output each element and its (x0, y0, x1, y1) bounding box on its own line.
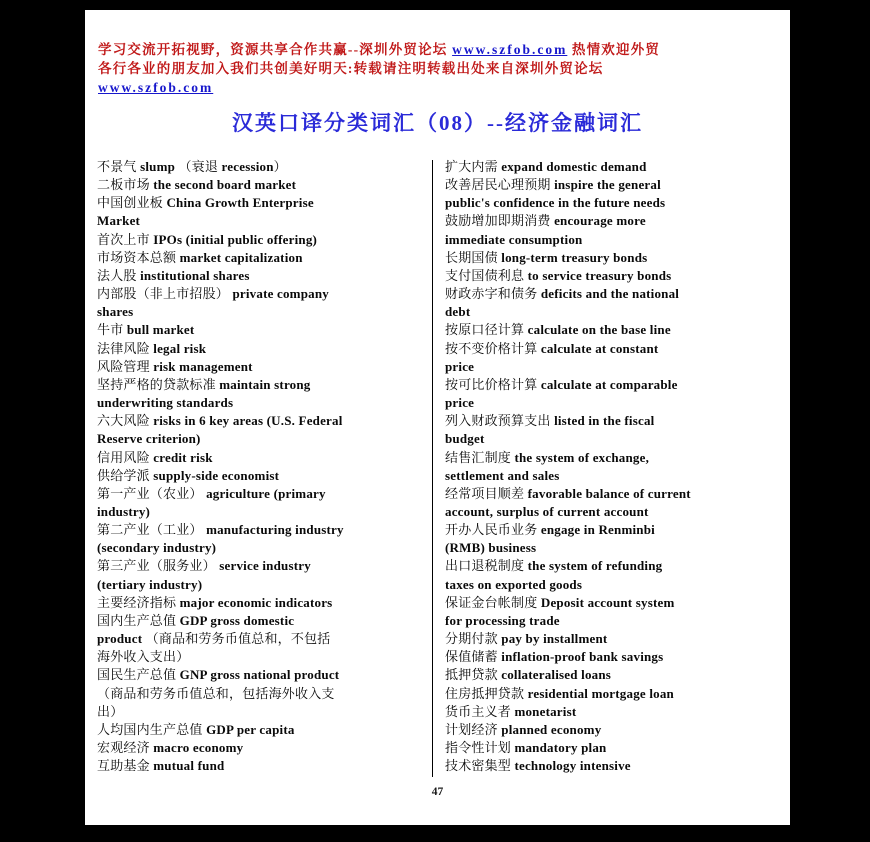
vocab-line: 第三产业（服务业） service industry (97, 558, 311, 574)
vocab-line: 宏观经济 macro economy (97, 740, 244, 755)
vocab-line: (RMB) business (445, 540, 537, 556)
vocab-line: price (445, 358, 475, 374)
vocab-line: 出） (97, 703, 124, 719)
header-line-1-text: 学习交流开拓视野，资源共享合作共赢--深圳外贸论坛 (98, 42, 453, 57)
vocab-line: price (445, 395, 475, 411)
page-title: 汉英口译分类词汇（08）--经济金融词汇 (232, 111, 643, 135)
vocab-line: 分期付款 pay by installment (445, 631, 608, 647)
vocab-line: 信用风险 credit risk (97, 449, 213, 465)
forum-url-link-2[interactable]: www.szfob.com (98, 80, 214, 95)
vocab-line: Reserve criterion) (97, 431, 201, 447)
vocab-line: immediate consumption (445, 231, 583, 247)
vocab-line: 海外收入支出） (97, 649, 190, 665)
document-page (85, 10, 790, 825)
header-line-1-tail: 热情欢迎外贸 (567, 42, 661, 57)
vocab-line: 鼓励增加即期消费 encourage more (445, 213, 646, 229)
vocab-line: product （商品和劳务币值总和，不包括 (97, 631, 331, 647)
vocab-line: 国内生产总值 GDP gross domestic (97, 612, 295, 628)
vocab-line: 中国创业板 China Growth Enterprise (97, 195, 314, 211)
vocab-line: 人均国内生产总值 GDP per capita (97, 721, 295, 737)
vocab-line: 长期国债 long-term treasury bonds (445, 249, 648, 265)
vocab-line: 坚持严格的贷款标准 maintain strong (97, 376, 311, 392)
vocab-line: 列入财政预算支出 listed in the fiscal (445, 413, 655, 429)
vocab-line: 扩大内需 expand domestic demand (445, 159, 647, 174)
vocab-line: shares (97, 304, 134, 320)
header-line-3 (98, 78, 780, 97)
vocab-line: 国民生产总值 GNP gross national product (97, 667, 340, 683)
vocab-line: 货币主义者 monetarist (445, 703, 577, 719)
vocab-line: 经常项目顺差 favorable balance of current (445, 485, 691, 501)
vocab-line: 互助基金 mutual fund (97, 758, 225, 774)
vocab-line: 支付国债利息 to service treasury bonds (445, 267, 672, 283)
vocab-line: 保值储蓄 inflation-proof bank savings (445, 649, 664, 665)
page-number: 47 (431, 786, 444, 798)
vocab-line: industry) (97, 503, 151, 519)
vocab-line: 住房抵押贷款 residential mortgage loan (445, 685, 674, 701)
vocab-line: 按原口径计算 calculate on the base line (445, 322, 671, 338)
forum-url-link[interactable]: www.szfob.com (452, 42, 568, 57)
vocab-line: 财政赤字和债务 deficits and the national (445, 286, 680, 302)
vocab-line: 按可比价格计算 calculate at comparable (445, 376, 678, 392)
vocab-column-left (97, 158, 431, 775)
vocab-line: 不景气 slump （衰退 recession） (97, 159, 287, 174)
vocab-line: public's confidence in the future needs (445, 195, 666, 211)
vocab-line: 主要经济指标 major economic indicators (97, 594, 333, 610)
column-divider (432, 160, 433, 777)
vocab-line: 六大风险 risks in 6 key areas (U.S. Federal (97, 413, 343, 429)
vocab-line: 出口退税制度 the system of refunding (445, 558, 663, 574)
vocab-line: budget (445, 431, 485, 447)
vocab-line: 技术密集型 technology intensive (445, 758, 631, 774)
vocab-line: 保证金台帐制度 Deposit account system (445, 594, 675, 610)
vocab-line: 结售汇制度 the system of exchange, (445, 449, 650, 465)
vocab-line: 计划经济 planned economy (445, 721, 602, 737)
header-line-2 (98, 59, 780, 78)
vocab-line: debt (445, 304, 471, 320)
vocab-line: 内部股（非上市招股） private company (97, 286, 329, 302)
vocab-line: taxes on exported goods (445, 576, 583, 592)
vocab-line: 供给学派 supply-side economist (97, 467, 280, 483)
vocab-line: settlement and sales (445, 467, 560, 483)
vocab-line: 牛市 bull market (97, 322, 195, 338)
vocab-line: for processing trade (445, 612, 560, 628)
vocab-line: account, surplus of current account (445, 503, 649, 519)
vocab-line: 市场资本总额 market capitalization (97, 249, 303, 265)
vocab-column-right (445, 158, 779, 775)
vocab-line: (secondary industry) (97, 540, 217, 556)
vocab-line: 按不变价格计算 calculate at constant (445, 340, 659, 356)
vocab-line: 第二产业（工业） manufacturing industry (97, 522, 344, 538)
vocab-line: 改善居民心理预期 inspire the general (445, 177, 661, 193)
vocab-line: 第一产业（农业） agriculture (primary (97, 485, 326, 501)
vocab-line: 法律风险 legal risk (97, 340, 207, 356)
forum-header (98, 40, 780, 97)
vocab-line: Market (97, 213, 141, 229)
vocab-line: 抵押贷款 collateralised loans (445, 667, 612, 683)
vocab-line: 法人股 institutional shares (97, 267, 250, 283)
header-line-2-text: 各行各业的朋友加入我们共创美好明天:转载请注明转载出处来自深圳外贸论坛 (98, 61, 604, 76)
vocab-line: 开办人民币业务 engage in Renminbi (445, 522, 655, 538)
vocab-line: （商品和劳务币值总和，包括海外收入支 (97, 685, 335, 701)
vocab-line: 风险管理 risk management (97, 358, 253, 374)
vocab-line: 二板市场 the second board market (97, 177, 297, 193)
vocab-line: 首次上市 IPOs (initial public offering) (97, 231, 318, 247)
header-line-1 (98, 40, 780, 59)
vocab-line: 指令性计划 mandatory plan (445, 740, 607, 755)
vocab-line: (tertiary industry) (97, 576, 203, 592)
vocab-line: underwriting standards (97, 395, 234, 411)
